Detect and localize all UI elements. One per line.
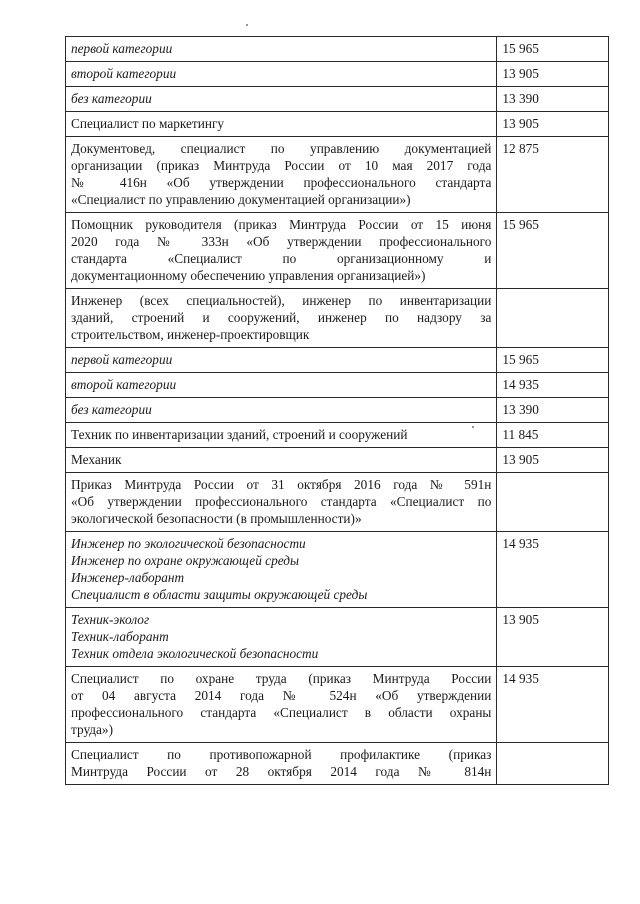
- salary-value: 14 935: [497, 373, 609, 398]
- table-row: [66, 137, 609, 213]
- position-text-line: Техник-лаборант: [71, 629, 169, 644]
- table-row: [66, 608, 609, 667]
- position-text-line: Минтруда России от 28 октября 2014 года № 814н: [71, 764, 492, 779]
- table-row: [66, 667, 609, 743]
- position-text-line: экологической безопасности (в промышленности)»: [71, 511, 362, 526]
- position-text-line: Помощник руководителя (приказ Минтруда России от 15 июня: [71, 217, 492, 232]
- table-row: [66, 62, 609, 87]
- position-cell: [66, 373, 497, 398]
- salary-value: 13 390: [497, 87, 609, 112]
- position-cell: [66, 137, 497, 213]
- table-row: [66, 743, 609, 785]
- salary-table-body: [66, 37, 609, 785]
- position-text-line: Инженер (всех специальностей), инженер по инвентаризации: [71, 293, 492, 308]
- table-row: [66, 289, 609, 348]
- position-text-line: Инженер-лаборант: [71, 570, 185, 585]
- salary-value: 13 905: [497, 112, 609, 137]
- table-row: [66, 373, 609, 398]
- table-row: [66, 348, 609, 373]
- salary-value: 15 965: [497, 213, 609, 289]
- position-cell: [66, 348, 497, 373]
- position-text-line: документационному обеспечению управления организацией»): [71, 268, 426, 283]
- salary-value: 15 965: [497, 348, 609, 373]
- salary-value: 14 935: [497, 667, 609, 743]
- position-text-line: Специалист по охране труда (приказ Минтруда России: [71, 671, 492, 686]
- scan-speck: [246, 24, 248, 26]
- table-row: [66, 423, 609, 448]
- position-text-line: труда»): [71, 722, 114, 737]
- position-cell: [66, 473, 497, 532]
- position-cell: [66, 448, 497, 473]
- position-cell: [66, 62, 497, 87]
- position-cell: [66, 213, 497, 289]
- position-cell: [66, 87, 497, 112]
- position-cell: [66, 743, 497, 785]
- position-name: без категории: [71, 91, 152, 106]
- position-name: Механик: [71, 452, 122, 467]
- table-row: [66, 398, 609, 423]
- position-cell: [66, 667, 497, 743]
- position-name: Специалист по маркетингу: [71, 116, 225, 131]
- position-text-line: «Об утверждении профессионального стандарта «Специалист по: [71, 494, 492, 509]
- position-text-line: строительством, инженер-проектировщик: [71, 327, 310, 342]
- position-text-line: зданий, строений и сооружений, инженер по надзору за: [71, 310, 492, 325]
- salary-value: 13 905: [497, 448, 609, 473]
- position-text-line: Инженер по охране окружающей среды: [71, 553, 300, 568]
- table-row: [66, 532, 609, 608]
- position-cell: [66, 289, 497, 348]
- position-text-line: 2020 года № 333н «Об утверждении профессионального: [71, 234, 492, 249]
- salary-value: [497, 289, 609, 348]
- position-text-line: Техник-эколог: [71, 612, 150, 627]
- position-cell: [66, 423, 497, 448]
- position-text-line: организации (приказ Минтруда России от 10 мая 2017 года: [71, 158, 492, 173]
- position-name: первой категории: [71, 352, 173, 367]
- table-row: [66, 87, 609, 112]
- position-name: Техник по инвентаризации зданий, строений и сооружений: [71, 427, 408, 442]
- table-row: [66, 112, 609, 137]
- salary-value: 13 905: [497, 608, 609, 667]
- salary-table: [65, 36, 609, 785]
- salary-value: 14 935: [497, 532, 609, 608]
- table-row: [66, 37, 609, 62]
- position-name: второй категории: [71, 66, 177, 81]
- table-row: [66, 473, 609, 532]
- table-row: [66, 213, 609, 289]
- salary-value: 13 905: [497, 62, 609, 87]
- position-text-line: Специалист в области защиты окружающей среды: [71, 587, 368, 602]
- position-text-line: профессионального стандарта «Специалист в области охраны: [71, 705, 492, 720]
- position-cell: [66, 37, 497, 62]
- position-text-line: стандарта «Специалист по организационному и: [71, 251, 492, 266]
- position-cell: [66, 398, 497, 423]
- position-text-line: Документовед, специалист по управлению документацией: [71, 141, 492, 156]
- position-text-line: «Специалист по управлению документацией организации»): [71, 192, 411, 207]
- table-row: [66, 448, 609, 473]
- position-text-line: Инженер по экологической безопасности: [71, 536, 306, 551]
- salary-value: [497, 473, 609, 532]
- position-name: первой категории: [71, 41, 173, 56]
- position-cell: [66, 608, 497, 667]
- position-name: второй категории: [71, 377, 177, 392]
- position-text-line: № 416н «Об утверждении профессионального стандарта: [71, 175, 492, 190]
- position-text-line: Приказ Минтруда России от 31 октября 2016 года № 591н: [71, 477, 492, 492]
- position-text-line: Специалист по противопожарной профилактике (приказ: [71, 747, 492, 762]
- position-name: без категории: [71, 402, 152, 417]
- position-cell: [66, 532, 497, 608]
- position-text-line: от 04 августа 2014 года № 524н «Об утверждении: [71, 688, 492, 703]
- salary-value: 13 390: [497, 398, 609, 423]
- salary-value: 11 845: [497, 423, 609, 448]
- salary-value: 12 875: [497, 137, 609, 213]
- salary-value: 15 965: [497, 37, 609, 62]
- salary-value: [497, 743, 609, 785]
- position-text-line: Техник отдела экологической безопасности: [71, 646, 319, 661]
- position-cell: [66, 112, 497, 137]
